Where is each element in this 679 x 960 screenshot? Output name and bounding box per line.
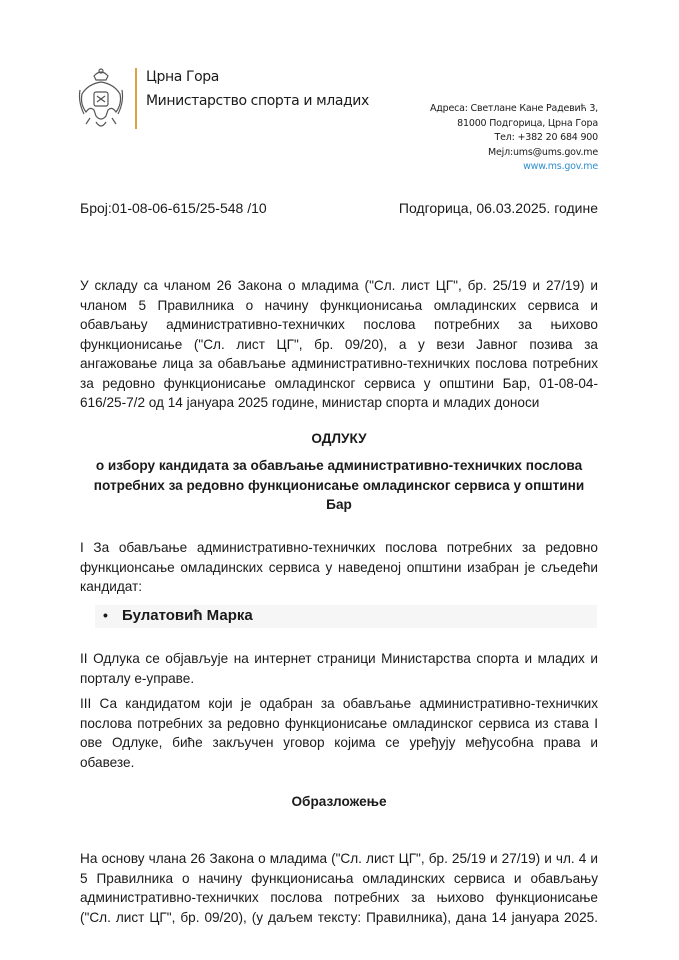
- text-line: послова потребних за редовно функционисање омладинског сервиса из става I: [80, 715, 598, 731]
- text-line: чланом 5 Правилника о начину функционисања омладинских сервиса и: [80, 297, 598, 313]
- text-line: ангажовање лица за обављање административно-техничких послова потребних: [80, 356, 598, 371]
- text-line: функционисање ("Сл. лист ЦГ", бр. 09/20), а у вези Јавног позива за: [80, 336, 598, 352]
- subtitle-line: о избору кандидата за обављање административно-техничких послова: [95, 458, 583, 473]
- text-line: обавезе.: [80, 754, 135, 770]
- decision-title: ОДЛУКУ: [311, 431, 367, 446]
- email-line: Мејл:ums@ums.gov.me: [488, 146, 598, 158]
- decision-subtitle: [80, 456, 598, 515]
- text-line: административно-техничких послова потребних за њихово функционисање: [80, 890, 598, 905]
- header-divider: [135, 68, 137, 129]
- section-2: [80, 649, 598, 688]
- website-link[interactable]: www.ms.gov.me: [523, 161, 598, 173]
- ministry-name: Министарство спорта и младих: [146, 93, 369, 109]
- candidate-name: Булатовић Марка: [122, 607, 253, 624]
- text-line: 5 Правилника о начину функционисања омладинских сервиса и обављању: [80, 870, 598, 886]
- section-1: [80, 538, 598, 597]
- reasoning-title: Образложење: [291, 794, 387, 809]
- text-line: I За обављање административно-техничких послова потребних за редовно: [80, 540, 598, 555]
- section-3: [80, 694, 598, 772]
- contact-block: [430, 102, 598, 175]
- bullet-icon: •: [103, 607, 108, 623]
- text-line: III Са кандидатом који је одабран за обављање административно-техничких: [80, 696, 598, 711]
- subtitle-line: потребних за редовно функционисање омладинског сервиса у општини: [93, 477, 585, 493]
- text-line: кандидат:: [80, 579, 143, 594]
- place-date: Подгорица, 06.03.2025. године: [398, 200, 598, 216]
- preamble-paragraph: [80, 276, 598, 413]
- phone-line: Тел: +382 20 684 900: [494, 132, 598, 144]
- text-line: ("Сл. лист ЦГ", бр. 09/20), (у даљем тексту: Правилника), дана 14 јануара 2025.: [80, 909, 598, 925]
- text-line: ове Одлуке, биће закључен уговор којима се уређују међусобна права и: [80, 735, 598, 750]
- text-line: 616/25-7/2 од 14 јануара 2025 године, министар спорта и младих доноси: [80, 395, 540, 410]
- subtitle-line: Бар: [326, 497, 352, 512]
- text-line: обављању административно-техничких послова потребних за њихово: [80, 317, 598, 332]
- document-number: Број:01-08-06-615/25-548 /10: [80, 200, 267, 216]
- text-line: за редовно функционисање омладинског сервиса у општини Бар, 01-08-04-: [80, 375, 598, 391]
- text-line: На основу члана 26 Закона о младима ("Сл. лист ЦГ", бр. 25/19 и 27/19) и чл. 4 и: [80, 851, 598, 866]
- text-line: порталу е-управе.: [80, 670, 195, 686]
- country-name: Црна Гора: [146, 69, 219, 85]
- text-line: У складу са чланом 26 Закона о младима ("Сл. лист ЦГ", бр. 25/19 и 27/19) и: [80, 278, 598, 293]
- address-line: Адреса: Светлане Кане Радевић 3,: [429, 103, 598, 114]
- reasoning-paragraph: [80, 849, 598, 927]
- text-line: функционсање омладинских сервиса у наведеној општини изабран је сљедећи: [80, 559, 598, 575]
- address-line: 81000 Подгорица, Црна Гора: [457, 117, 598, 129]
- coat-of-arms-logo: [76, 66, 126, 132]
- text-line: II Одлука се објављује на интернет страници Министарства спорта и младих и: [80, 651, 598, 666]
